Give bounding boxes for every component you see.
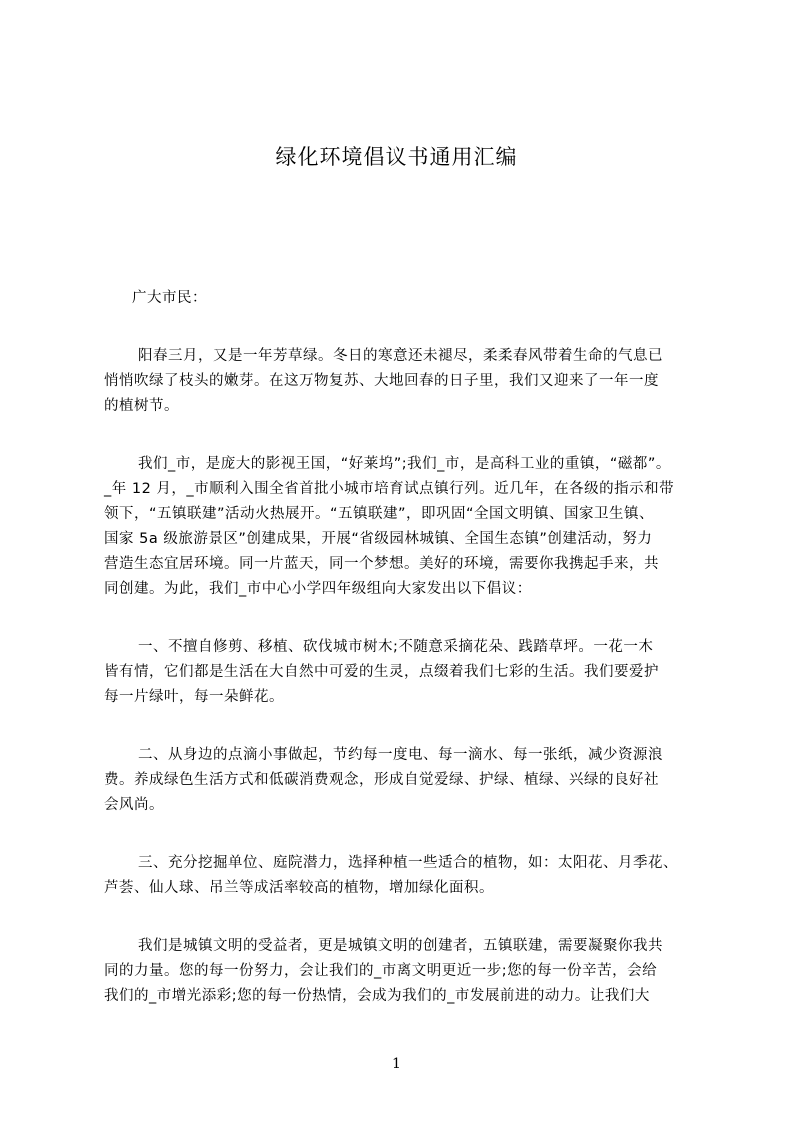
paragraph-line: 一、不擅自修剪、移植、砍伐城市树木;不随意采摘花朵、践踏草坪。一花一木 — [138, 639, 654, 655]
paragraph-intro — [104, 344, 704, 419]
paragraph-proposal-1 — [104, 635, 704, 710]
paragraph-line: 二、从身边的点滴小事做起，节约每一度电、每一滴水、每一张纸，减少资源浪 — [138, 747, 663, 763]
paragraph-line: 每一片绿叶，每一朵鲜花。 — [104, 689, 284, 705]
paragraph-line: 会风尚。 — [104, 797, 164, 813]
paragraph-line: 我们_市，是庞大的影视王国，“好莱坞”;我们_市，是高科工业的重镇，“磁都”。 — [138, 456, 671, 472]
document-title: 绿化环境倡议书通用汇编 — [275, 145, 518, 169]
paragraph-line: 皆有情，它们都是生活在大自然中可爱的生灵，点缀着我们七彩的生活。我们要爱护 — [104, 664, 659, 680]
paragraph-line: 费。养成绿色生活方式和低碳消费观念，形成自觉爱绿、护绿、植绿、兴绿的良好社 — [104, 772, 659, 788]
paragraph-line: 阳春三月，又是一年芳草绿。冬日的寒意还未褪尽，柔柔春风带着生命的气息已 — [138, 348, 663, 364]
page-number: 1 — [392, 1056, 401, 1072]
paragraph-line: 营造生态宜居环境。同一片蓝天，同一个梦想。美好的环境，需要你我携起手来，共 — [104, 556, 659, 572]
paragraph-proposal-3 — [104, 851, 704, 901]
paragraph-background — [104, 452, 704, 602]
paragraph-line: 我们的_市增光添彩;您的每一份热情，会成为我们的_市发展前进的动力。让我们大 — [104, 988, 650, 1004]
paragraph-line: 同的力量。您的每一份努力，会让我们的_市离文明更近一步;您的每一份辛苦，会给 — [104, 963, 658, 979]
paragraph-line: 领下，“五镇联建”活动火热展开。“五镇联建”，即巩固“全国文明镇、国家卫生镇、 — [104, 506, 655, 522]
paragraph-line: 悄悄吹绿了枝头的嫩芽。在这万物复苏、大地回春的日子里，我们又迎来了一年一度 — [104, 373, 659, 389]
paragraph-line: 国家 5a 级旅游景区”创建成果，开展“省级园林城镇、全国生态镇”创建活动，努力 — [104, 531, 653, 547]
paragraph-line: 我们是城镇文明的受益者，更是城镇文明的创建者，五镇联建，需要凝聚你我共 — [138, 938, 663, 954]
paragraph-line: 的植树节。 — [104, 398, 179, 414]
paragraph-line: _年 12 月，_市顺利入围全省首批小城市培育试点镇行列。近几年，在各级的指示和带 — [104, 481, 675, 497]
paragraph-closing — [104, 934, 704, 1009]
paragraph-line: 同创建。为此，我们_市中心小学四年级组向大家发出以下倡议： — [104, 581, 532, 597]
paragraph-line: 芦荟、仙人球、吊兰等成活率较高的植物，增加绿化面积。 — [104, 880, 494, 896]
document-body — [104, 286, 704, 1009]
paragraph-line: 三、充分挖掘单位、庭院潜力，选择种植一些适合的植物，如：太阳花、月季花、 — [138, 855, 678, 871]
paragraph-proposal-2 — [104, 743, 704, 818]
salutation: 广大市民： — [132, 290, 207, 306]
